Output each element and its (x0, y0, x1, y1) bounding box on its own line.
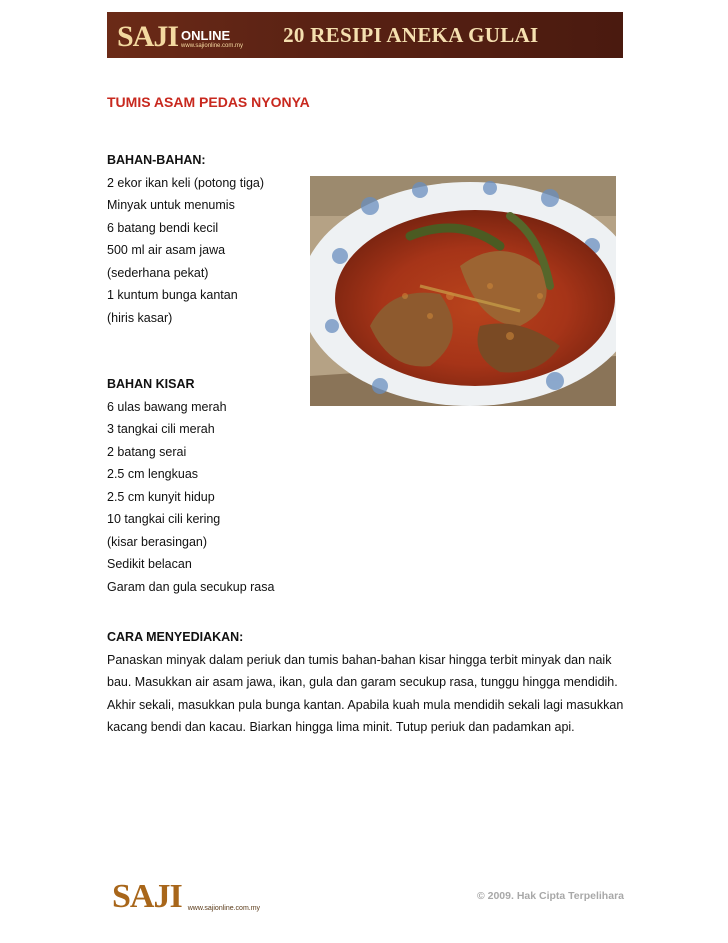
banner-heading: 20 RESIPI ANEKA GULAI (283, 22, 539, 47)
method-section (107, 626, 627, 739)
recipe-title: TUMIS ASAM PEDAS NYONYA (107, 94, 310, 110)
ingredient-item: 1 kuntum bunga kantan (107, 288, 238, 302)
blend-item: (kisar berasingan) (107, 534, 208, 549)
blend-header: BAHAN KISAR (107, 377, 195, 391)
ingredients-list (107, 172, 264, 330)
footer-brand: SAJI (112, 878, 182, 915)
brand-suffix: ONLINE (181, 28, 231, 43)
ingredient-item: 6 batang bendi kecil (107, 220, 219, 235)
blend-item: 3 tangkai cili merah (107, 422, 215, 436)
blend-item: Garam dan gula secukup rasa (107, 579, 275, 594)
header-banner (107, 12, 623, 58)
method-header: CARA MENYEDIAKAN: (107, 630, 244, 644)
ingredients-header: BAHAN-BAHAN: (107, 153, 206, 167)
blend-item: 2.5 cm kunyit hidup (107, 489, 215, 504)
brand-url: www.sajionline.com.my (181, 43, 244, 49)
copyright-text: © 2009. Hak Cipta Terpelihara (476, 890, 624, 902)
method-text: Panaskan minyak dalam periuk dan tumis bahan-bahan kisar hingga terbit minyak dan naik bau. Masukkan air asam jawa, ikan, gula dan garam secukup rasa, tunggu hingga mendidih. Akhir sekali, masukkan pula bunga kantan. Apabila kuah mula mendidih sekali lagi masukkan kacang bendi dan kacau. Biarkan hingga lima minit. Tutup periuk dan padamkan api. (107, 652, 624, 734)
blend-item: 10 tangkai cili kering (107, 512, 221, 526)
dish-photo (310, 176, 616, 406)
saji-online-logo (117, 18, 243, 52)
blend-item: Sedikit belacan (107, 557, 192, 571)
blend-item: 2.5 cm lengkuas (107, 467, 199, 481)
ingredient-item: 2 ekor ikan keli (potong tiga) (107, 175, 265, 190)
dish-photo-illustration (310, 176, 616, 406)
ingredient-item: Minyak untuk menumis (107, 198, 235, 212)
footer-logo (112, 880, 260, 914)
blend-item: 6 ulas bawang merah (107, 399, 227, 414)
footer-url: www.sajionline.com.my (187, 905, 261, 912)
blend-section (107, 373, 274, 598)
ingredients-section (107, 149, 264, 329)
blend-item: 2 batang serai (107, 444, 187, 459)
ingredient-item: (hiris kasar) (107, 310, 173, 325)
blend-list (107, 396, 274, 599)
brand-name: SAJI (117, 20, 179, 53)
ingredient-item: (sederhana pekat) (107, 265, 209, 280)
ingredient-item: 500 ml air asam jawa (107, 243, 226, 257)
